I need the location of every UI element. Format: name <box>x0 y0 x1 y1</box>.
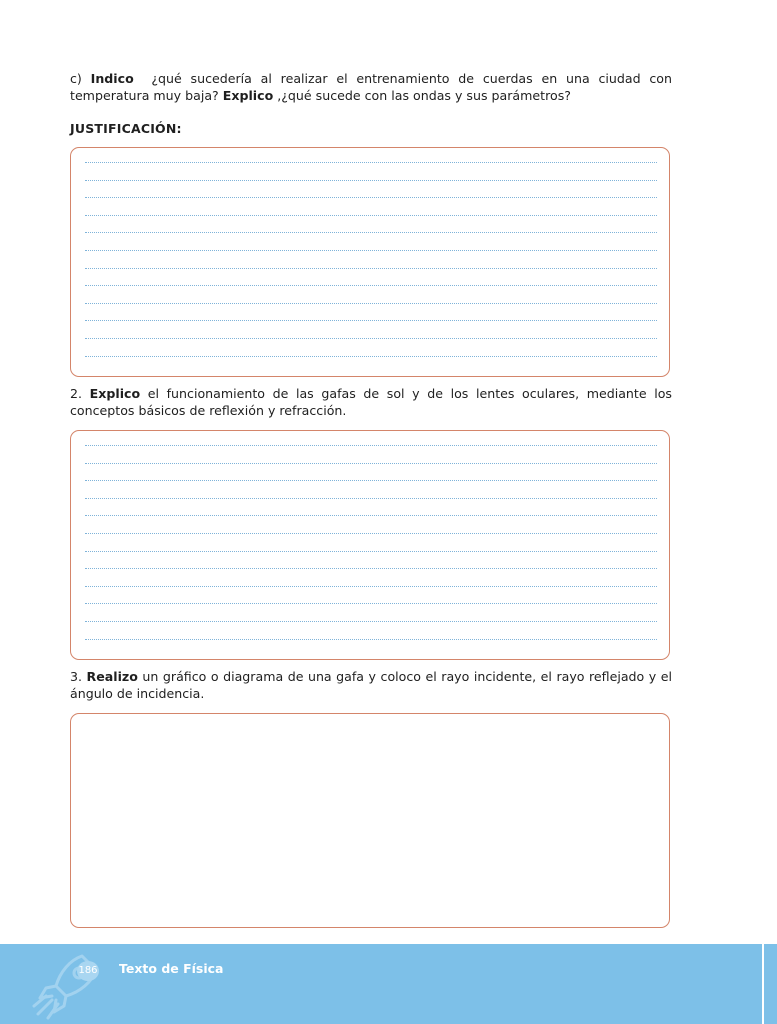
question-c-text-1: ¿qué sucedería al realizar el entrenamiento de cuerdas en una ciudad con temperatura muy baja? <box>70 71 677 103</box>
question-2 <box>70 386 672 419</box>
ruled-line <box>85 480 657 481</box>
ruled-line <box>85 268 657 269</box>
ruled-line <box>85 250 657 251</box>
answer-box-question-2[interactable] <box>70 430 670 660</box>
ruled-line <box>85 338 657 339</box>
question-c-prefix: c) <box>70 71 91 86</box>
ruled-line <box>85 586 657 587</box>
ruled-line <box>85 551 657 552</box>
answer-box-justification[interactable] <box>70 147 670 377</box>
ruled-line <box>85 533 657 534</box>
book-title: Texto de Física <box>119 961 224 976</box>
ruled-line <box>85 320 657 321</box>
justification-heading: JUSTIFICACIÓN: <box>70 121 182 136</box>
question-c-text-2: ,¿qué sucede con las ondas y sus parámetros? <box>273 87 571 103</box>
question-3-prefix: 3. <box>70 669 87 684</box>
page-footer <box>0 944 762 1024</box>
ruled-line <box>85 232 657 233</box>
question-2-text: el funcionamiento de las gafas de sol y de los lentes oculares, mediante los conceptos básicos de reflexión y refracción. <box>70 386 672 418</box>
ruled-line <box>85 180 657 181</box>
footer-edge-strip <box>764 944 777 1024</box>
rocket-icon <box>30 946 100 1024</box>
page-number: 186 <box>77 961 99 981</box>
ruled-line <box>85 603 657 604</box>
question-c-verb-explico: Explico <box>222 87 274 103</box>
question-3-text: un gráfico o diagrama de una gafa y coloco el rayo incidente, el rayo reflejado y el ángulo de incidencia. <box>70 669 672 701</box>
ruled-lines <box>85 148 657 376</box>
ruled-line <box>85 215 657 216</box>
ruled-line <box>85 639 657 640</box>
ruled-lines <box>85 431 657 659</box>
ruled-line <box>85 515 657 516</box>
question-2-verb: Explico <box>89 386 141 401</box>
ruled-line <box>85 303 657 304</box>
ruled-line <box>85 498 657 499</box>
ruled-line <box>85 621 657 622</box>
ruled-line <box>85 463 657 464</box>
ruled-line <box>85 285 657 286</box>
question-c <box>70 71 677 104</box>
ruled-line <box>85 568 657 569</box>
question-3 <box>70 669 672 702</box>
ruled-line <box>85 197 657 198</box>
question-2-prefix: 2. <box>70 386 90 401</box>
question-3-verb: Realizo <box>86 669 138 684</box>
question-c-verb-indico: Indico <box>90 71 134 86</box>
drawing-box-question-3[interactable] <box>70 713 670 928</box>
ruled-line <box>85 356 657 357</box>
ruled-line <box>85 445 657 446</box>
ruled-line <box>85 162 657 163</box>
